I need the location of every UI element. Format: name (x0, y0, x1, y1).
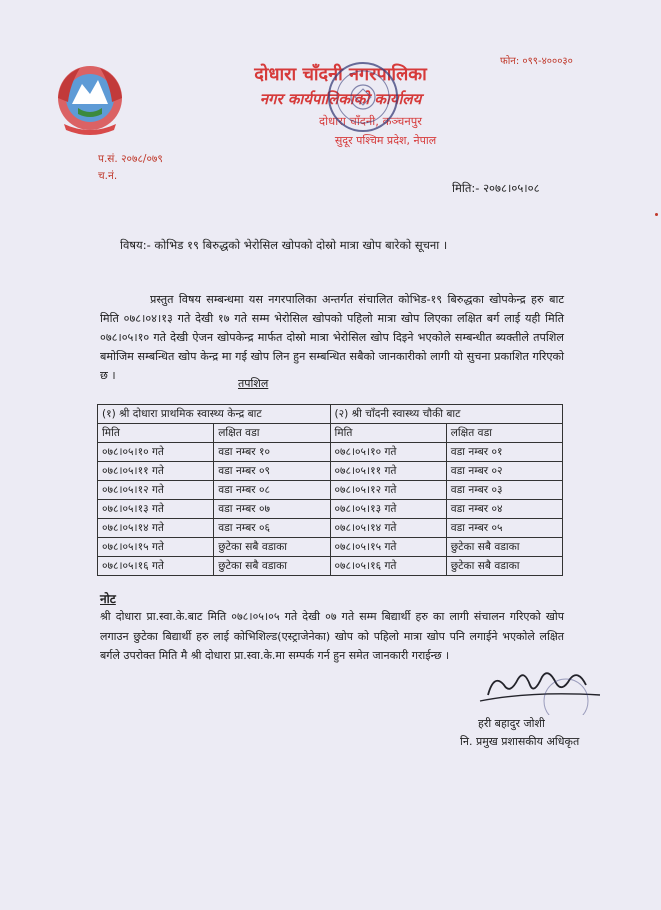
office-name: नगर कार्यपालिकाको कार्यालय (259, 90, 422, 108)
cell-date: ०७८।०५।१६ गते (98, 557, 214, 576)
cell-date: ०७८।०५।१२ गते (98, 481, 214, 500)
signatory-name: हरी बहादुर जोशी (478, 717, 545, 730)
table-row (98, 500, 563, 519)
table-row (98, 462, 563, 481)
table-row (98, 481, 563, 500)
cell-date: ०७८।०५।१२ गते (330, 481, 446, 500)
cell-ward: छुटेका सबै वडाका (214, 557, 330, 576)
cell-date: ०७८।०५।११ गते (330, 462, 446, 481)
cell-ward: वडा नम्बर ०८ (214, 481, 330, 500)
office-province: सुदूर पश्चिम प्रदेश, नेपाल (334, 134, 437, 147)
cell-date: ०७८।०५।१४ गते (98, 519, 214, 538)
reference-block (98, 151, 163, 185)
col-date-2: मिति (330, 424, 446, 443)
cell-ward: वडा नम्बर ०७ (214, 500, 330, 519)
cell-date: ०७८।०५।१० गते (330, 443, 446, 462)
office-seal-icon (323, 57, 403, 137)
handwritten-signature-icon (470, 655, 610, 715)
cell-ward: वडा नम्बर ०४ (446, 500, 562, 519)
office-location: दोधारा चाँदनी, कञ्चनपुर (319, 114, 422, 128)
cell-ward: छुटेका सबै वडाका (214, 538, 330, 557)
letter-subject: विषय:- कोभिड १९ बिरुद्धको भेरोसिल खोपको दोस्रो मात्रा खोप बारेको सूचना । (120, 238, 448, 252)
cell-ward: वडा नम्बर ०३ (446, 481, 562, 500)
table-row (98, 538, 563, 557)
cell-date: ०७८।०५।१६ गते (330, 557, 446, 576)
table-row (98, 557, 563, 576)
cell-ward: वडा नम्बर ०२ (446, 462, 562, 481)
cell-ward: वडा नम्बर ०५ (446, 519, 562, 538)
table-group-header (98, 405, 563, 424)
cell-ward: छुटेका सबै वडाका (446, 557, 562, 576)
group2-title: (२) श्री चाँदनी स्वास्थ्य चौकी बाट (330, 405, 563, 424)
note-paragraph: श्री दोधारा प्रा.स्वा.के.बाट मिति ०७८।०५।०५ गते देखी ०७ गते सम्म बिद्यार्थी हरु का लागी संचालन गरिएको खोप लगाउन छुटेका बिद्यार्थी हरु लाई कोभिशिल्ड(एस्ट्राजेनेका) खोप को पहिलो मात्रा खोप पनि लगाईने भएकोले लक्षित बर्गले उपरोक्त मिति मै श्री दोधारा प्रा.स्वा.के.मा सम्पर्क गर्न हुन समेत जानकारी गराईन्छ । (100, 610, 564, 662)
cell-date: ०७८।०५।१५ गते (330, 538, 446, 557)
cell-date: ०७८।०५।१० गते (98, 443, 214, 462)
cell-date: ०७८।०५।११ गते (98, 462, 214, 481)
cell-date: ०७८।०५।१३ गते (98, 500, 214, 519)
table-column-header (98, 424, 563, 443)
letter-date: मिति:- २०७८।०५।०८ (452, 181, 540, 195)
phone-number: फोन: ०९९-४०००३० (500, 56, 573, 67)
cell-date: ०७८।०५।१३ गते (330, 500, 446, 519)
table-row (98, 443, 563, 462)
margin-mark (655, 213, 658, 216)
table-row (98, 519, 563, 538)
cell-ward: वडा नम्बर ०६ (214, 519, 330, 538)
note-heading: नोट (100, 592, 116, 606)
cell-date: ०७८।०५।१४ गते (330, 519, 446, 538)
schedule-table (97, 404, 563, 576)
body-paragraph: प्रस्तुत विषय सम्बन्धमा यस नगरपालिका अन्तर्गत संचालित कोभिड-१९ बिरुद्धका खोपकेन्द्र हरु बाट मिति ०७८।०४।१३ गते देखी १७ गते सम्म भेरोसिल खोपको पहिलो मात्रा खोप लिएका लक्षित बर्ग लाई यही मिति ०७८।०५।१० गते देखी ऐजन खोपकेन्द्र मार्फत दोस्रो मात्रा भेरोसिल खोप दिइने भएकोले सम्बन्धीत ब्यक्तीले तपशिल बमोजिम सम्बन्धित खोप केन्द्र मा गई खोप लिन हुन सम्बन्धित सबैको जानकारीको लागी यो सुचना प्रकाशित गरिएको छ । (100, 293, 564, 382)
cell-ward: वडा नम्बर १० (214, 443, 330, 462)
col-ward-1: लक्षित वडा (214, 424, 330, 443)
cell-date: ०७८।०५।१५ गते (98, 538, 214, 557)
municipality-name: दोधारा चाँदनी नगरपालिका (254, 64, 427, 85)
reference-number: प.सं. २०७८/०७९ (98, 153, 163, 165)
signatory-title: नि. प्रमुख प्रशासकीय अधिकृत (460, 735, 580, 748)
col-ward-2: लक्षित वडा (446, 424, 562, 443)
details-heading: तपशिल (238, 377, 269, 390)
col-date-1: मिति (98, 424, 214, 443)
group1-title: (१) श्री दोधारा प्राथमिक स्वास्थ्य केन्द्र बाट (98, 405, 331, 424)
dispatch-number: च.नं. (98, 170, 118, 182)
cell-ward: वडा नम्बर ०१ (446, 443, 562, 462)
cell-ward: वडा नम्बर ०९ (214, 462, 330, 481)
cell-ward: छुटेका सबै वडाका (446, 538, 562, 557)
